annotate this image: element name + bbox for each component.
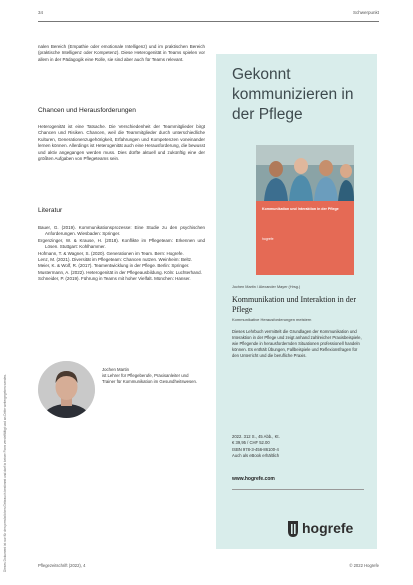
book-cover-photo — [256, 145, 354, 201]
section-chancen-body — [38, 124, 205, 162]
author-portrait-image — [38, 361, 95, 418]
nurses-photo-image — [256, 145, 354, 201]
ad-specs — [232, 434, 364, 460]
reference-item: Schneider, P. (2019). Führung in Teams mit hoher Vielfalt. München: Hanser. — [38, 276, 191, 282]
ad-website-link[interactable]: www.hogrefe.com — [232, 476, 275, 482]
footer-journal: Pflegezeitschrift (2022), 4 — [38, 563, 86, 568]
section-label: Schwerpunkt — [352, 10, 379, 15]
section-literatur — [38, 208, 205, 214]
side-watermark: Dieses Dokument ist nur für den persönlichen Gebrauch bestimmt und darf in keiner Form vervielfältigt und an Dritte weitergegeben werden. — [3, 374, 7, 572]
ad-headline: Gekonnt kommunizieren in der Pflege — [232, 66, 354, 123]
ad-authors: Jochen Martin / Alexander Mayer (Hrsg.) — [232, 285, 301, 289]
heading-chancen: Chancen und Herausforderungen — [38, 107, 136, 114]
hogrefe-logo-icon — [286, 520, 300, 538]
reference-item: Lenz, M. (2021). Diversität im Pflegeteam: Chancen nutzen. Weinheim: Beltz. — [38, 257, 193, 263]
footer-copyright: © 2022 Hogrefe — [349, 563, 379, 568]
heading-literatur: Literatur — [38, 207, 63, 214]
header-rule — [38, 21, 379, 22]
reference-list — [38, 225, 205, 283]
spec-line: 2022. 312 S., 45 Abb., Kt. — [232, 434, 280, 439]
page-number: 34 — [38, 10, 44, 15]
ad-description: Dieses Lehrbuch vermittelt die Grundlagen der Kommunikation und Interaktion in der Pflege und zeigt anhand zahlreicher Praxisbeispiele, wie Pflegende in herausfordernden Situationen professionell handeln können. Es enthält Übungen, Fallbeispiele und Reflexionsfragen für den Unterricht und die berufliche Praxis. — [232, 329, 362, 359]
intro-paragraph: nalen Bereich (Empathie oder emotionale Intelligenz) und im praktischen Bereich (praktische Intelligenz oder Kompetenz). Diese Heterogenität in Teams spielen vor allem in der Pädagogik eine Rolle, sie sind aber auch für Teams relevant. — [38, 44, 205, 62]
hogrefe-logo — [286, 519, 366, 539]
article-intro — [38, 44, 205, 63]
reference-item: Meier, K. & Wolf, R. (2017). Teamentwicklung in der Pflege. Berlin: Springer. — [38, 263, 190, 269]
reference-item: Ergenzinger, W. & Krause, H. (2018). Konflikte im Pflegeteam: Erkennen und Lösen. Stuttgart: Kohlhammer. — [38, 237, 205, 250]
author-photo — [38, 361, 95, 418]
book-cover-title: Kommunikation und Interaktion in der Pflege — [262, 207, 339, 211]
ad-book-subtitle: Kommunikative Herausforderungen meistern — [232, 317, 312, 322]
book-advertisement — [216, 54, 377, 549]
reference-item: Bauer, G. (2019). Kommunikationsprozesse: Eine Studie zu den psychischen Anforderungen. Wiesbaden: Springer. — [38, 225, 205, 237]
reference-item: Mustermann, A. (2022). Heterogenität in der Pflegeausbildung. Köln: Luchterhand. — [38, 269, 202, 275]
author-name: Jochen Martin — [102, 367, 129, 372]
spec-line: ISBN 978-3-456-86100-4 — [232, 446, 279, 452]
book-cover — [256, 145, 354, 275]
ad-book-title: Kommunikation und Interaktion in der Pflege — [232, 295, 356, 315]
chancen-paragraph: Heterogenität ist eine Tatsache. Die Verschiedenheit der Teammitglieder birgt Chancen und Risiken. Chancen, weil die Teammitglieder durch unterschiedliche Kulturen, Generationenzugehörigkeit, Erfahrungen und Kompetenzen voneinander lernen können. Allerdings ist Heterogenität auch eine Herausforderung, die bewusst und aktiv angegangen werden muss. Dies dürfte aktuell und zukünftig eine der größten Aufgaben von Pflegeteams sein. — [38, 124, 205, 162]
hogrefe-logo-text: hogrefe — [302, 520, 354, 536]
section-chancen — [38, 108, 205, 114]
ad-divider — [232, 489, 364, 490]
book-cover-publisher: hogrefe — [262, 237, 274, 241]
author-description: ist Lehrer für Pflegeberufe, Praxisanleiter und Trainer für Kommunikation im Gesundheitswesen. — [102, 373, 198, 385]
author-bio — [102, 367, 202, 386]
spec-line: € 39,95 / CHF 52.00 — [232, 440, 270, 446]
spec-line: Auch als eBook erhältlich — [232, 453, 280, 459]
reference-item: Hofmann, T. & Wagner, S. (2020). Generationen im Team. Bern: Hogrefe. — [38, 250, 184, 256]
